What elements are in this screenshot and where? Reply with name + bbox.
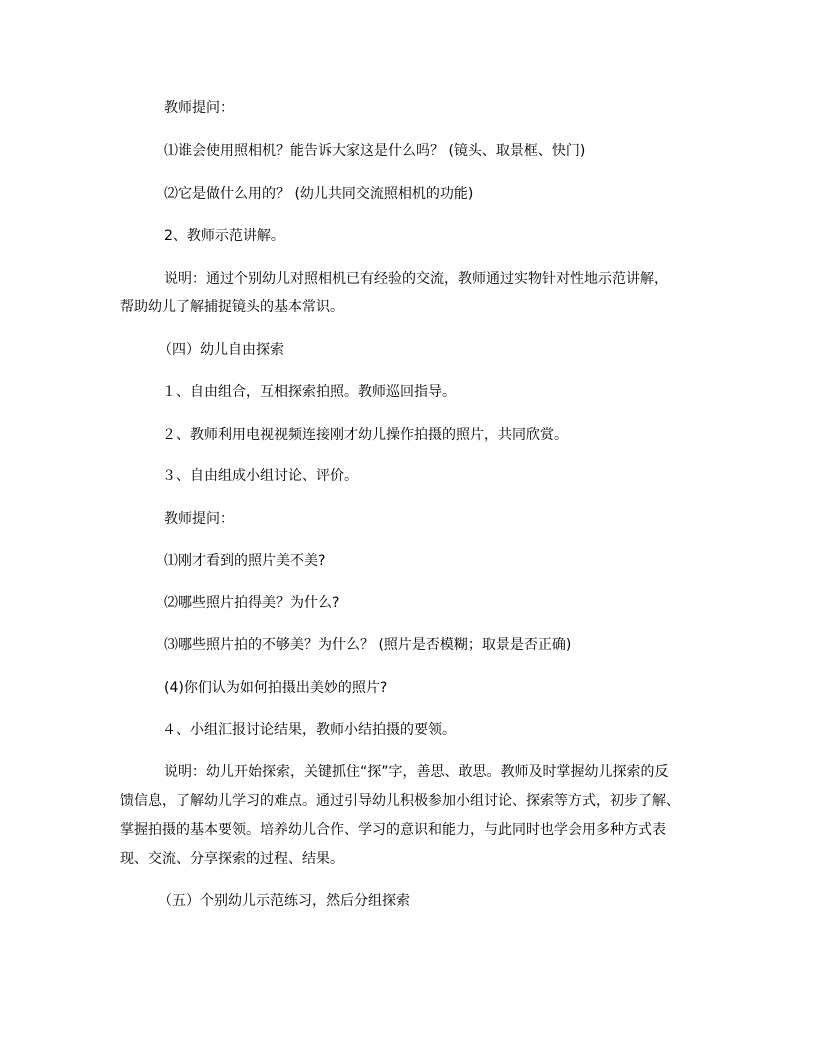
paragraph-question-2-3: ⑶哪些照片拍的不够美？为什么？ (照片是否模糊；取景是否正确): [164, 637, 572, 653]
paragraph-note-2-line-4: 现、交流、分享探索的过程、结果。: [120, 851, 344, 867]
paragraph-question-2-1: ⑴刚才看到的照片美不美?: [164, 553, 326, 569]
paragraph-question-1-1: ⑴谁会使用照相机？能告诉大家这是什么吗？ (镜头、取景框、快门): [164, 143, 586, 159]
paragraph-step-2: 2、教师示范讲解。: [164, 228, 285, 244]
paragraph-item-4: ４、小组汇报讨论结果，教师小结拍摄的要领。: [162, 722, 456, 738]
paragraph-note-2-line-1: 说明：幼儿开始探索，关键抓住“探”字，善思、敢思。教师及时掌握幼儿探索的反: [164, 764, 669, 780]
section-heading-4: （四）幼儿自由探索: [158, 342, 284, 358]
paragraph-question-1-2: ⑵它是做什么用的？ (幼儿共同交流照相机的功能): [164, 186, 474, 202]
paragraph-teacher-question-2: 教师提问：: [164, 511, 234, 527]
section-heading-5: （五）个别幼儿示范练习，然后分组探索: [158, 893, 410, 909]
paragraph-question-2-2: ⑵哪些照片拍得美？为什么?: [164, 595, 340, 611]
paragraph-item-1: １、自由组合，互相探索拍照。教师巡回指导。: [162, 384, 456, 400]
paragraph-note-1-line-1: 说明：通过个别幼儿对照相机已有经验的交流，教师通过实物针对性地示范讲解，: [164, 271, 668, 287]
paragraph-item-3: ３、自由组成小组讨论、评价。: [162, 468, 358, 484]
paragraph-note-1-line-2: 帮助幼儿了解捕捉镜头的基本常识。: [120, 299, 344, 315]
paragraph-note-2-line-3: 掌握拍摄的基本要领。培养幼儿合作、学习的意识和能力，与此同时也学会用多种方式表: [120, 822, 666, 838]
paragraph-teacher-question-1: 教师提问：: [164, 100, 234, 116]
paragraph-question-2-4: (4)你们认为如何拍摄出美妙的照片?: [164, 680, 388, 696]
paragraph-item-2: ２、教师利用电视视频连接刚才幼儿操作拍摄的照片，共同欣赏。: [162, 427, 568, 443]
paragraph-note-2-line-2: 馈信息，了解幼儿学习的难点。通过引导幼儿积极参加小组讨论、探索等方式，初步了解、: [120, 793, 680, 809]
